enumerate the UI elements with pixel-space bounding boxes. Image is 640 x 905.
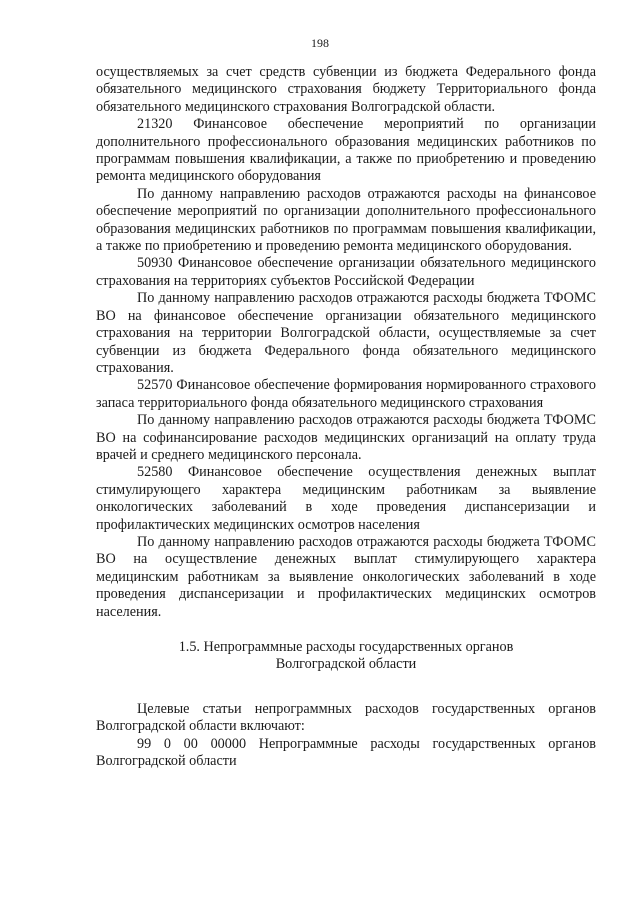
section-heading: [96, 639, 596, 674]
paragraph: По данному направлению расходов отражаются расходы бюджета ТФОМС ВО на финансовое обеспечение организации обязательного медицинского страхования на территории Волгоградской области, осуществляемые за счет субвенции из бюджета Федерального фонда обязательного медицинского страхования.: [96, 290, 596, 376]
page-number: 198: [311, 36, 329, 50]
paragraph-code-52570: 52570 Финансовое обеспечение формирования нормированного страхового запаса территориального фонда обязательного медицинского страхования: [96, 377, 596, 411]
section-heading-line-2: Волгоградской области: [275, 656, 417, 673]
paragraphs-after-heading: [96, 701, 596, 771]
paragraph: По данному направлению расходов отражаются расходы бюджета ТФОМС ВО на осуществление денежных выплат стимулирующего характера медицинским работникам за выявление онкологических заболеваний в ходе проведения диспансеризации и профилактических медицинских осмотров населения.: [96, 533, 596, 620]
paragraph: По данному направлению расходов отражаются расходы бюджета ТФОМС ВО на софинансирование расходов медицинских организаций на оплату труда врачей и среднего медицинского персонала.: [96, 412, 596, 463]
paragraph: По данному направлению расходов отражаются расходы на финансовое обеспечение мероприятий по организации дополнительного профессионального образования медицинских работников по программам повышения квалификации, а также по приобретению и проведению ремонта медицинского оборудования.: [96, 185, 596, 255]
paragraph-code-52580: 52580 Финансовое обеспечение осуществления денежных выплат стимулирующего характера медицинским работникам за выявление онкологических заболеваний в ходе проведения диспансеризации и профилактических медицинских осмотров населения: [96, 464, 596, 533]
paragraph: осуществляемых за счет средств субвенции из бюджета Федерального фонда обязательного медицинского страхования бюджету Территориального фонда обязательного медицинского страхования Волгоградской области.: [96, 64, 596, 115]
paragraphs-before-heading: [96, 64, 596, 621]
paragraph-code-99: 99 0 00 00000 Непрограммные расходы государственных органов Волгоградской области: [96, 735, 596, 770]
document-body: [96, 64, 596, 770]
paragraph-code-50930: 50930 Финансовое обеспечение организации обязательного медицинского страхования на территориях субъектов Российской Федерации: [96, 255, 596, 289]
paragraph-code-21320: 21320 Финансовое обеспечение мероприятий по организации дополнительного профессионального образования медицинских работников по программам повышения квалификации, а также по приобретению и проведению ремонта медицинского оборудования: [96, 116, 596, 185]
section-heading-line-1: 1.5. Непрограммные расходы государственных органов: [178, 639, 514, 655]
paragraph: Целевые статьи непрограммных расходов государственных органов Волгоградской области включают:: [96, 700, 596, 735]
